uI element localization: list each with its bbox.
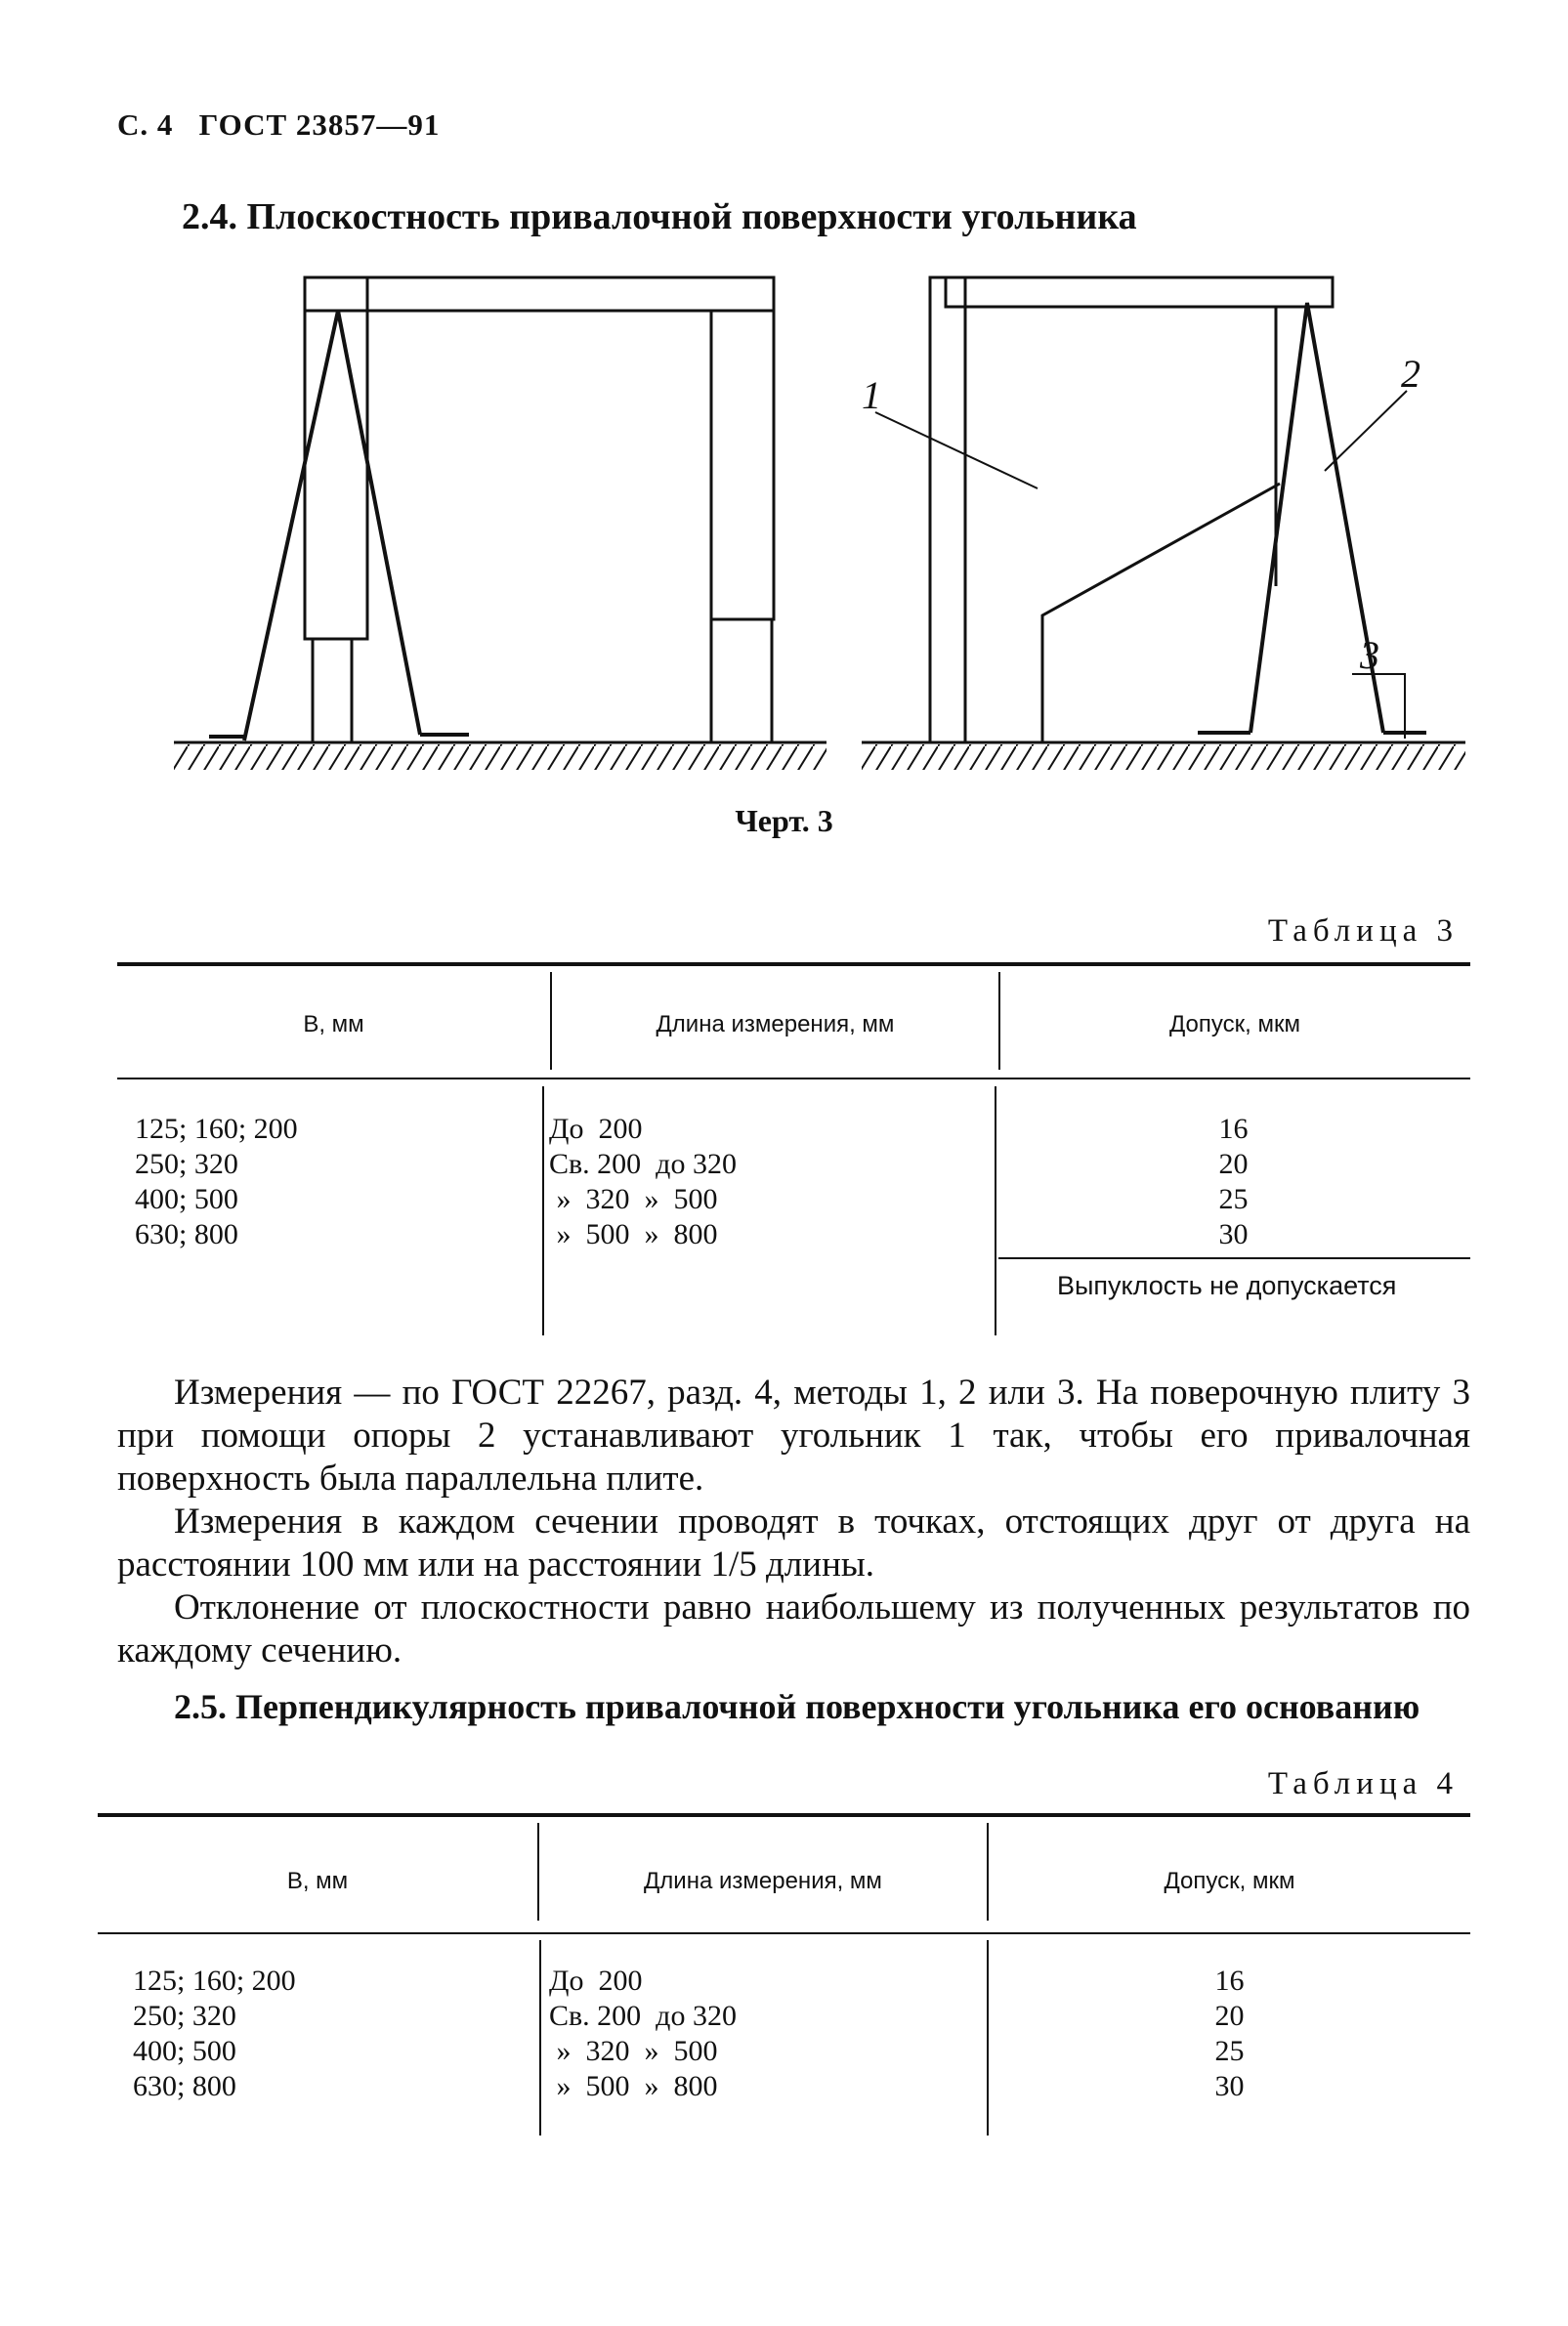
square-item-1 bbox=[930, 277, 965, 742]
table-4-col-b bbox=[133, 1964, 296, 2104]
table-4-col-length bbox=[549, 1964, 737, 2104]
table-3-col-b bbox=[135, 1112, 298, 1252]
square-right-post bbox=[711, 311, 774, 619]
table-cell: Св. 200 до 320 bbox=[549, 2000, 737, 2032]
page-header bbox=[117, 107, 440, 143]
label-item-3: 3 bbox=[1360, 633, 1379, 677]
table-cell: 30 bbox=[1214, 2070, 1245, 2102]
table-4-col-tolerance bbox=[989, 1964, 1470, 2104]
table-cell: 16 bbox=[1218, 1113, 1249, 1145]
table-cell: 250; 320 bbox=[133, 2000, 236, 2032]
measurement-paragraph-1: Измерения — по ГОСТ 22267, разд. 4, методы 1, 2 или 3. На поверочную плиту 3 при помощи опоры 2 устанавливают угольник 1 так, чтобы его привалочная поверхность была параллельна плите. bbox=[117, 1373, 1470, 1499]
table-cell: » 320 » 500 bbox=[549, 1183, 718, 1215]
section-2-5-title: 2.5. Перпендикулярность привалочной поверхности угольника его основанию bbox=[174, 1687, 1420, 1726]
table-cell: До 200 bbox=[549, 1113, 643, 1145]
table-cell: 125; 160; 200 bbox=[133, 1965, 296, 1997]
section-2-4-title: 2.4. Плоскостность привалочной поверхности угольника bbox=[182, 196, 1137, 237]
table-4-label: Таблица 4 bbox=[1267, 1766, 1459, 1801]
table-3-top-rule bbox=[117, 962, 1470, 966]
figure-caption: Черт. 3 bbox=[735, 803, 833, 838]
measurement-paragraph-3: Отклонение от плоскостности равно наибольшему из полученных результатов по каждому сечению. bbox=[117, 1587, 1470, 1670]
table-3-note: Выпуклость не допускается bbox=[1057, 1271, 1397, 1300]
table-cell: 630; 800 bbox=[135, 1218, 238, 1250]
table-cell: До 200 bbox=[549, 1965, 643, 1997]
square-left-post bbox=[305, 277, 367, 639]
table-3-col-length bbox=[549, 1112, 737, 1252]
table-cell: 30 bbox=[1218, 1218, 1249, 1250]
table-cell: 20 bbox=[1214, 2000, 1245, 2032]
ground-hatch-right bbox=[862, 744, 1465, 770]
square-top-bar-left bbox=[305, 277, 774, 311]
table-4-header-b: B, мм bbox=[286, 1868, 349, 1894]
table-3-header-tolerance: Допуск, мкм bbox=[1169, 1011, 1300, 1037]
table-cell: 16 bbox=[1214, 1965, 1245, 1997]
table-cell: 125; 160; 200 bbox=[135, 1113, 298, 1145]
standard-number: ГОСТ 23857—91 bbox=[198, 107, 441, 142]
label-item-1: 1 bbox=[862, 373, 881, 417]
square-top-bar-right bbox=[946, 277, 1333, 307]
table-3-label: Таблица 3 bbox=[1267, 913, 1459, 949]
table-cell: 20 bbox=[1218, 1148, 1249, 1180]
table-cell: 25 bbox=[1218, 1183, 1249, 1215]
table-cell: » 500 » 800 bbox=[549, 1218, 718, 1250]
table-3-col-tolerance bbox=[996, 1112, 1470, 1252]
table-cell: 400; 500 bbox=[135, 1183, 238, 1215]
page-number: С. 4 bbox=[117, 107, 174, 142]
table-cell: 630; 800 bbox=[133, 2070, 236, 2102]
table-cell: Св. 200 до 320 bbox=[549, 1148, 737, 1180]
drawing-3 bbox=[156, 264, 1485, 791]
support-left bbox=[244, 311, 420, 740]
label-item-2: 2 bbox=[1401, 352, 1420, 396]
table-cell: » 500 » 800 bbox=[549, 2070, 718, 2102]
ground-hatch-left bbox=[174, 744, 826, 770]
table-3-header-length: Длина измерения, мм bbox=[656, 1011, 895, 1037]
measurement-paragraph-2: Измерения в каждом сечении проводят в точках, отстоящих друг от друга на расстоянии 100 мм или на расстоянии 1/5 длины. bbox=[117, 1501, 1470, 1585]
table-cell: 400; 500 bbox=[133, 2035, 236, 2067]
table-cell: 250; 320 bbox=[135, 1148, 238, 1180]
table-4-header-tolerance: Допуск, мкм bbox=[1164, 1868, 1295, 1894]
table-4-header-length: Длина измерения, мм bbox=[644, 1868, 882, 1894]
table-cell: 25 bbox=[1214, 2035, 1245, 2067]
table-4-top-rule bbox=[98, 1813, 1470, 1817]
table-3-header-b: B, мм bbox=[303, 1011, 364, 1037]
table-cell: » 320 » 500 bbox=[549, 2035, 718, 2067]
